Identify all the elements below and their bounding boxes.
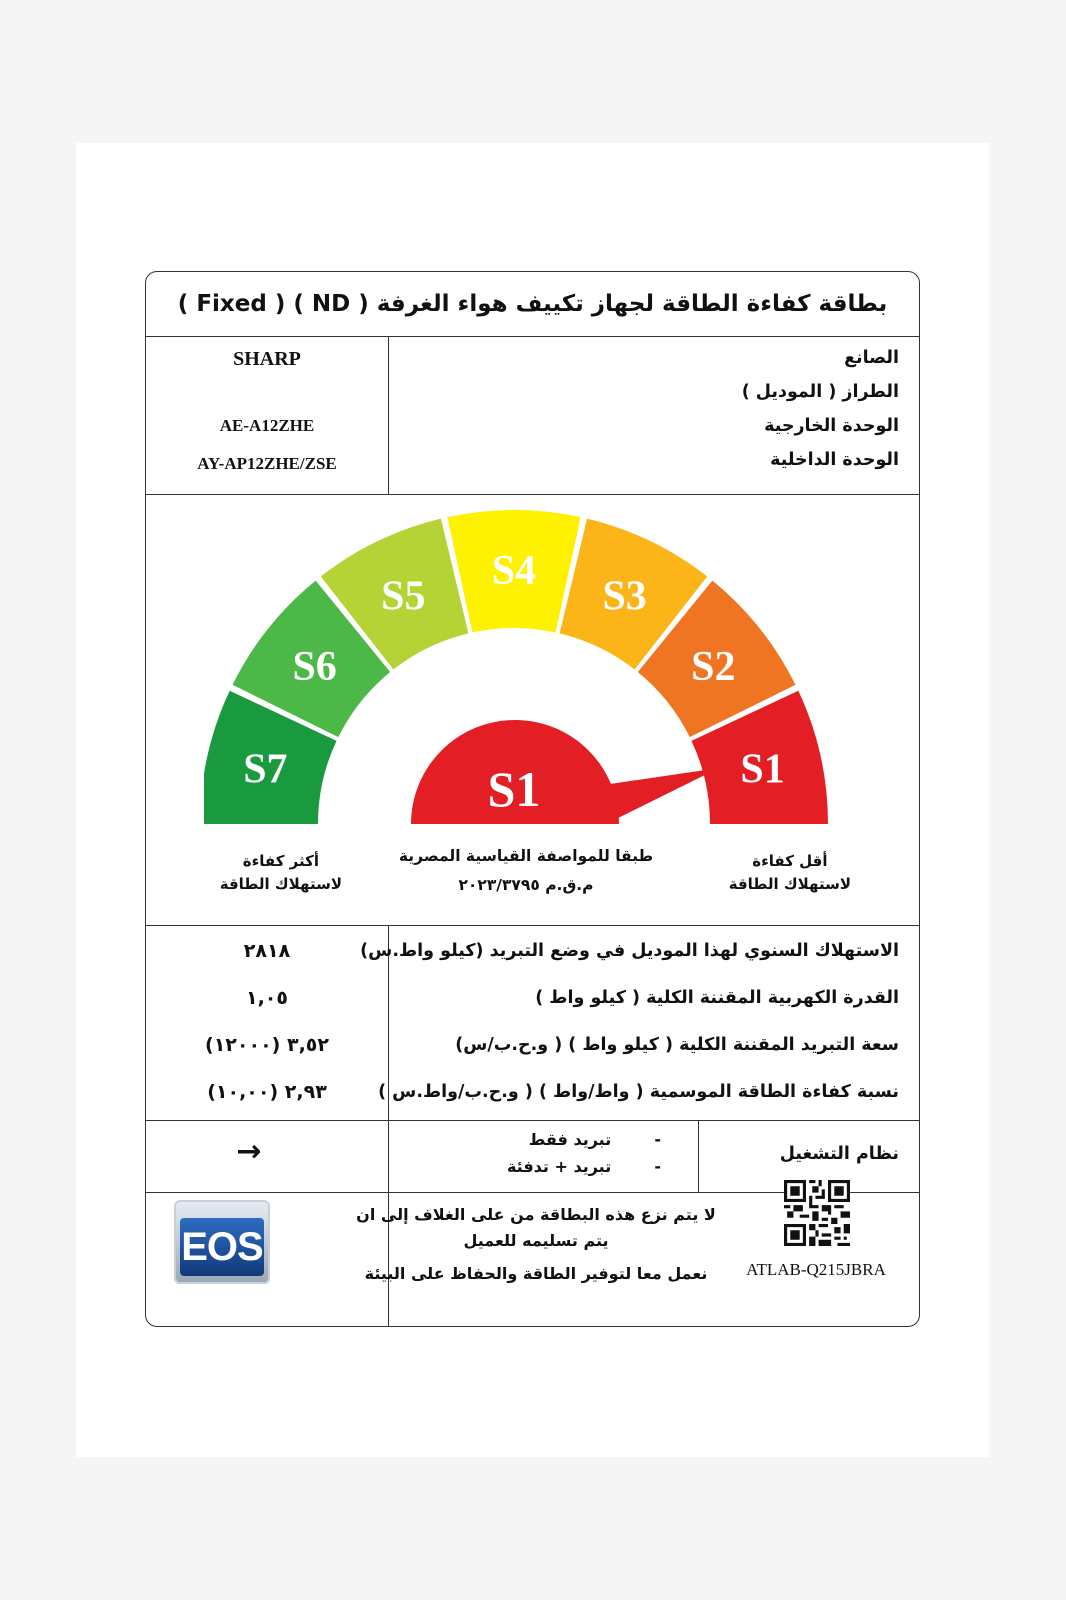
divider	[698, 1120, 699, 1192]
most-efficient-caption	[220, 850, 342, 897]
least-efficient-line2: لاستهلاك الطاقة	[728, 875, 851, 894]
annual-consumption-value: ٢٨١٨	[243, 940, 291, 962]
most-efficient-line1: أكثر كفاءة	[242, 852, 319, 870]
divider	[388, 336, 389, 494]
scale-label-s1: S1	[740, 746, 785, 793]
label-code: ATLAB-Q215JBRA	[746, 1260, 886, 1279]
scale-label-s6: S6	[292, 644, 337, 691]
cooling-capacity-label: سعة التبريد المقننة الكلية ( كيلو واط ) ( و.ح.ب/س)	[455, 1035, 899, 1055]
removal-notice-line1: لا يتم نزع هذه البطاقة من على الغلاف إلى ان	[356, 1205, 716, 1224]
least-efficient-line1: أقل كفاءة	[752, 852, 828, 870]
model-label: الطراز ( الموديل )	[741, 382, 899, 402]
operation-mode-label: نظام التشغيل	[779, 1144, 899, 1164]
rated-power-label: القدرة الكهربية المقننة الكلية ( كيلو واط )	[535, 988, 899, 1008]
scale-label-s5: S5	[381, 573, 426, 620]
option-cooling-heating-text: تبريد + تدفئة	[506, 1157, 612, 1176]
standard-line2: م.ق.م ٢٠٢٣/٣٧٩٥	[458, 876, 594, 895]
scale-label-s3: S3	[602, 573, 647, 620]
rating-pointer	[606, 768, 719, 824]
standard-caption	[396, 842, 656, 901]
energy-slogan: نعمل معا لتوفير الطاقة والحفاظ على البيئة	[364, 1264, 708, 1283]
option-dash: -	[654, 1157, 661, 1176]
eos-logo	[174, 1200, 270, 1284]
option-cooling-heating	[507, 1157, 661, 1176]
label-title: بطاقة كفاءة الطاقة لجهاز تكييف هواء الغرفة ( ND ) ( Fixed )	[177, 291, 888, 317]
option-dash: -	[654, 1130, 661, 1149]
seer-value: ٢,٩٣ (١٠,٠٠)	[207, 1081, 327, 1103]
efficiency-scale-gauge	[204, 506, 864, 836]
divider	[146, 1120, 919, 1121]
standard-line1: طبقا للمواصفة القياسية المصرية	[398, 847, 654, 865]
manufacturer-value: SHARP	[233, 348, 301, 370]
cooling-capacity-value: ٣,٥٢ (١٢٠٠٠)	[205, 1034, 329, 1056]
indoor-unit-label: الوحدة الداخلية	[770, 450, 899, 470]
rating-indicator-text: S1	[487, 761, 541, 817]
rated-power-value: ١,٠٥	[245, 987, 288, 1009]
scale-label-s4: S4	[491, 548, 537, 594]
seer-label: نسبة كفاءة الطاقة الموسمية ( واط/واط ) ( و.ح.ب/واط.س )	[378, 1082, 899, 1102]
outdoor-unit-label: الوحدة الخارجية	[764, 416, 899, 436]
divider	[146, 494, 919, 495]
indoor-unit-value: AY-AP12ZHE/ZSE	[197, 454, 337, 473]
energy-label	[145, 271, 920, 1327]
removal-notice	[346, 1202, 726, 1253]
annual-consumption-label: الاستهلاك السنوي لهذا الموديل في وضع التبريد (كيلو واط.س)	[360, 941, 899, 961]
qr-code-icon	[784, 1180, 850, 1246]
outdoor-unit-value: AE-A12ZHE	[219, 416, 315, 435]
option-cooling-only	[529, 1130, 661, 1149]
divider	[146, 336, 919, 337]
removal-notice-line2: يتم تسليمه للعميل	[463, 1230, 609, 1250]
least-efficient-caption	[729, 850, 851, 897]
scale-label-s7: S7	[243, 746, 288, 793]
option-cooling-only-text: تبريد فقط	[528, 1130, 612, 1149]
eos-logo-text: EOS	[180, 1218, 264, 1276]
most-efficient-line2: لاستهلاك الطاقة	[219, 875, 342, 894]
divider	[146, 925, 919, 926]
selected-mode-arrow-icon: →	[236, 1134, 262, 1169]
scale-label-s2: S2	[691, 644, 736, 691]
manufacturer-label: الصانع	[844, 348, 899, 368]
